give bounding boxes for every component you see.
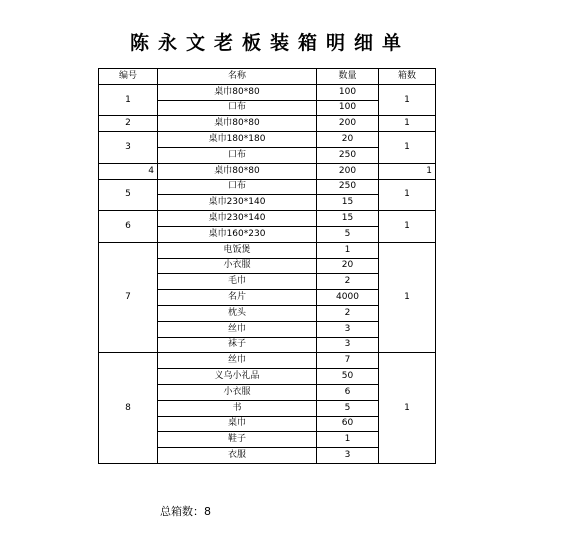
- header-row: [99, 69, 436, 85]
- item-name: 小衣服: [158, 258, 317, 274]
- item-quantity: 50: [317, 369, 379, 385]
- group-number: 2: [99, 116, 158, 132]
- item-quantity: 1: [317, 242, 379, 258]
- item-quantity: 7: [317, 353, 379, 369]
- item-quantity: 5: [317, 400, 379, 416]
- group-box-count: 1: [379, 116, 436, 132]
- item-quantity: 100: [317, 100, 379, 116]
- item-quantity: 6: [317, 384, 379, 400]
- item-name: 丝巾: [158, 353, 317, 369]
- item-name: 桌巾: [158, 416, 317, 432]
- item-name: 名片: [158, 290, 317, 306]
- total-boxes: 总箱数：8: [160, 505, 211, 518]
- item-name: 桌巾180*180: [158, 132, 317, 148]
- group-box-count: 1: [379, 179, 436, 211]
- item-name: 书: [158, 400, 317, 416]
- group-number: 7: [99, 242, 158, 353]
- group-number: 1: [99, 84, 158, 116]
- item-quantity: 250: [317, 147, 379, 163]
- header-qty: 数量: [317, 69, 379, 85]
- table-row: [99, 242, 436, 258]
- item-quantity: 3: [317, 448, 379, 464]
- item-quantity: 2: [317, 274, 379, 290]
- table-row: [99, 179, 436, 195]
- item-quantity: 3: [317, 321, 379, 337]
- group-box-count: 1: [379, 163, 436, 179]
- item-name: 桌巾80*80: [158, 163, 317, 179]
- item-quantity: 5: [317, 226, 379, 242]
- item-name: 桌巾80*80: [158, 84, 317, 100]
- header-boxes: 箱数: [379, 69, 436, 85]
- table-row: [99, 132, 436, 148]
- item-quantity: 100: [317, 84, 379, 100]
- group-number: 5: [99, 179, 158, 211]
- item-name: 桌巾230*140: [158, 195, 317, 211]
- item-quantity: 15: [317, 195, 379, 211]
- item-name: 电饭煲: [158, 242, 317, 258]
- item-quantity: 15: [317, 211, 379, 227]
- item-name: 枕头: [158, 305, 317, 321]
- table-row: [99, 211, 436, 227]
- item-name: 桌巾80*80: [158, 116, 317, 132]
- item-name: 桌巾160*230: [158, 226, 317, 242]
- item-name: 衣服: [158, 448, 317, 464]
- item-name: 袜子: [158, 337, 317, 353]
- group-box-count: 1: [379, 353, 436, 464]
- group-box-count: 1: [379, 132, 436, 164]
- header-no: 编号: [99, 69, 158, 85]
- group-box-count: 1: [379, 211, 436, 243]
- item-name: 丝巾: [158, 321, 317, 337]
- item-quantity: 1: [317, 432, 379, 448]
- document-title: 陈永文老板装箱明细单: [129, 32, 410, 54]
- header-name: 名称: [158, 69, 317, 85]
- item-quantity: 20: [317, 132, 379, 148]
- item-name: 鞋子: [158, 432, 317, 448]
- item-name: 桌巾230*140: [158, 211, 317, 227]
- item-name: 口布: [158, 100, 317, 116]
- item-quantity: 20: [317, 258, 379, 274]
- item-quantity: 200: [317, 116, 379, 132]
- item-quantity: 3: [317, 337, 379, 353]
- group-box-count: 1: [379, 84, 436, 116]
- group-number: 4: [99, 163, 158, 179]
- item-name: 义乌小礼品: [158, 369, 317, 385]
- group-box-count: 1: [379, 242, 436, 353]
- item-quantity: 200: [317, 163, 379, 179]
- item-name: 口布: [158, 147, 317, 163]
- item-name: 毛巾: [158, 274, 317, 290]
- table-row: [99, 116, 436, 132]
- group-number: 6: [99, 211, 158, 243]
- item-name: 小衣服: [158, 384, 317, 400]
- item-quantity: 4000: [317, 290, 379, 306]
- table-row: [99, 163, 436, 179]
- item-quantity: 2: [317, 305, 379, 321]
- group-number: 8: [99, 353, 158, 464]
- table-row: [99, 84, 436, 100]
- item-quantity: 60: [317, 416, 379, 432]
- item-quantity: 250: [317, 179, 379, 195]
- packing-list-table: [98, 68, 436, 464]
- group-number: 3: [99, 132, 158, 164]
- table-row: [99, 353, 436, 369]
- item-name: 口布: [158, 179, 317, 195]
